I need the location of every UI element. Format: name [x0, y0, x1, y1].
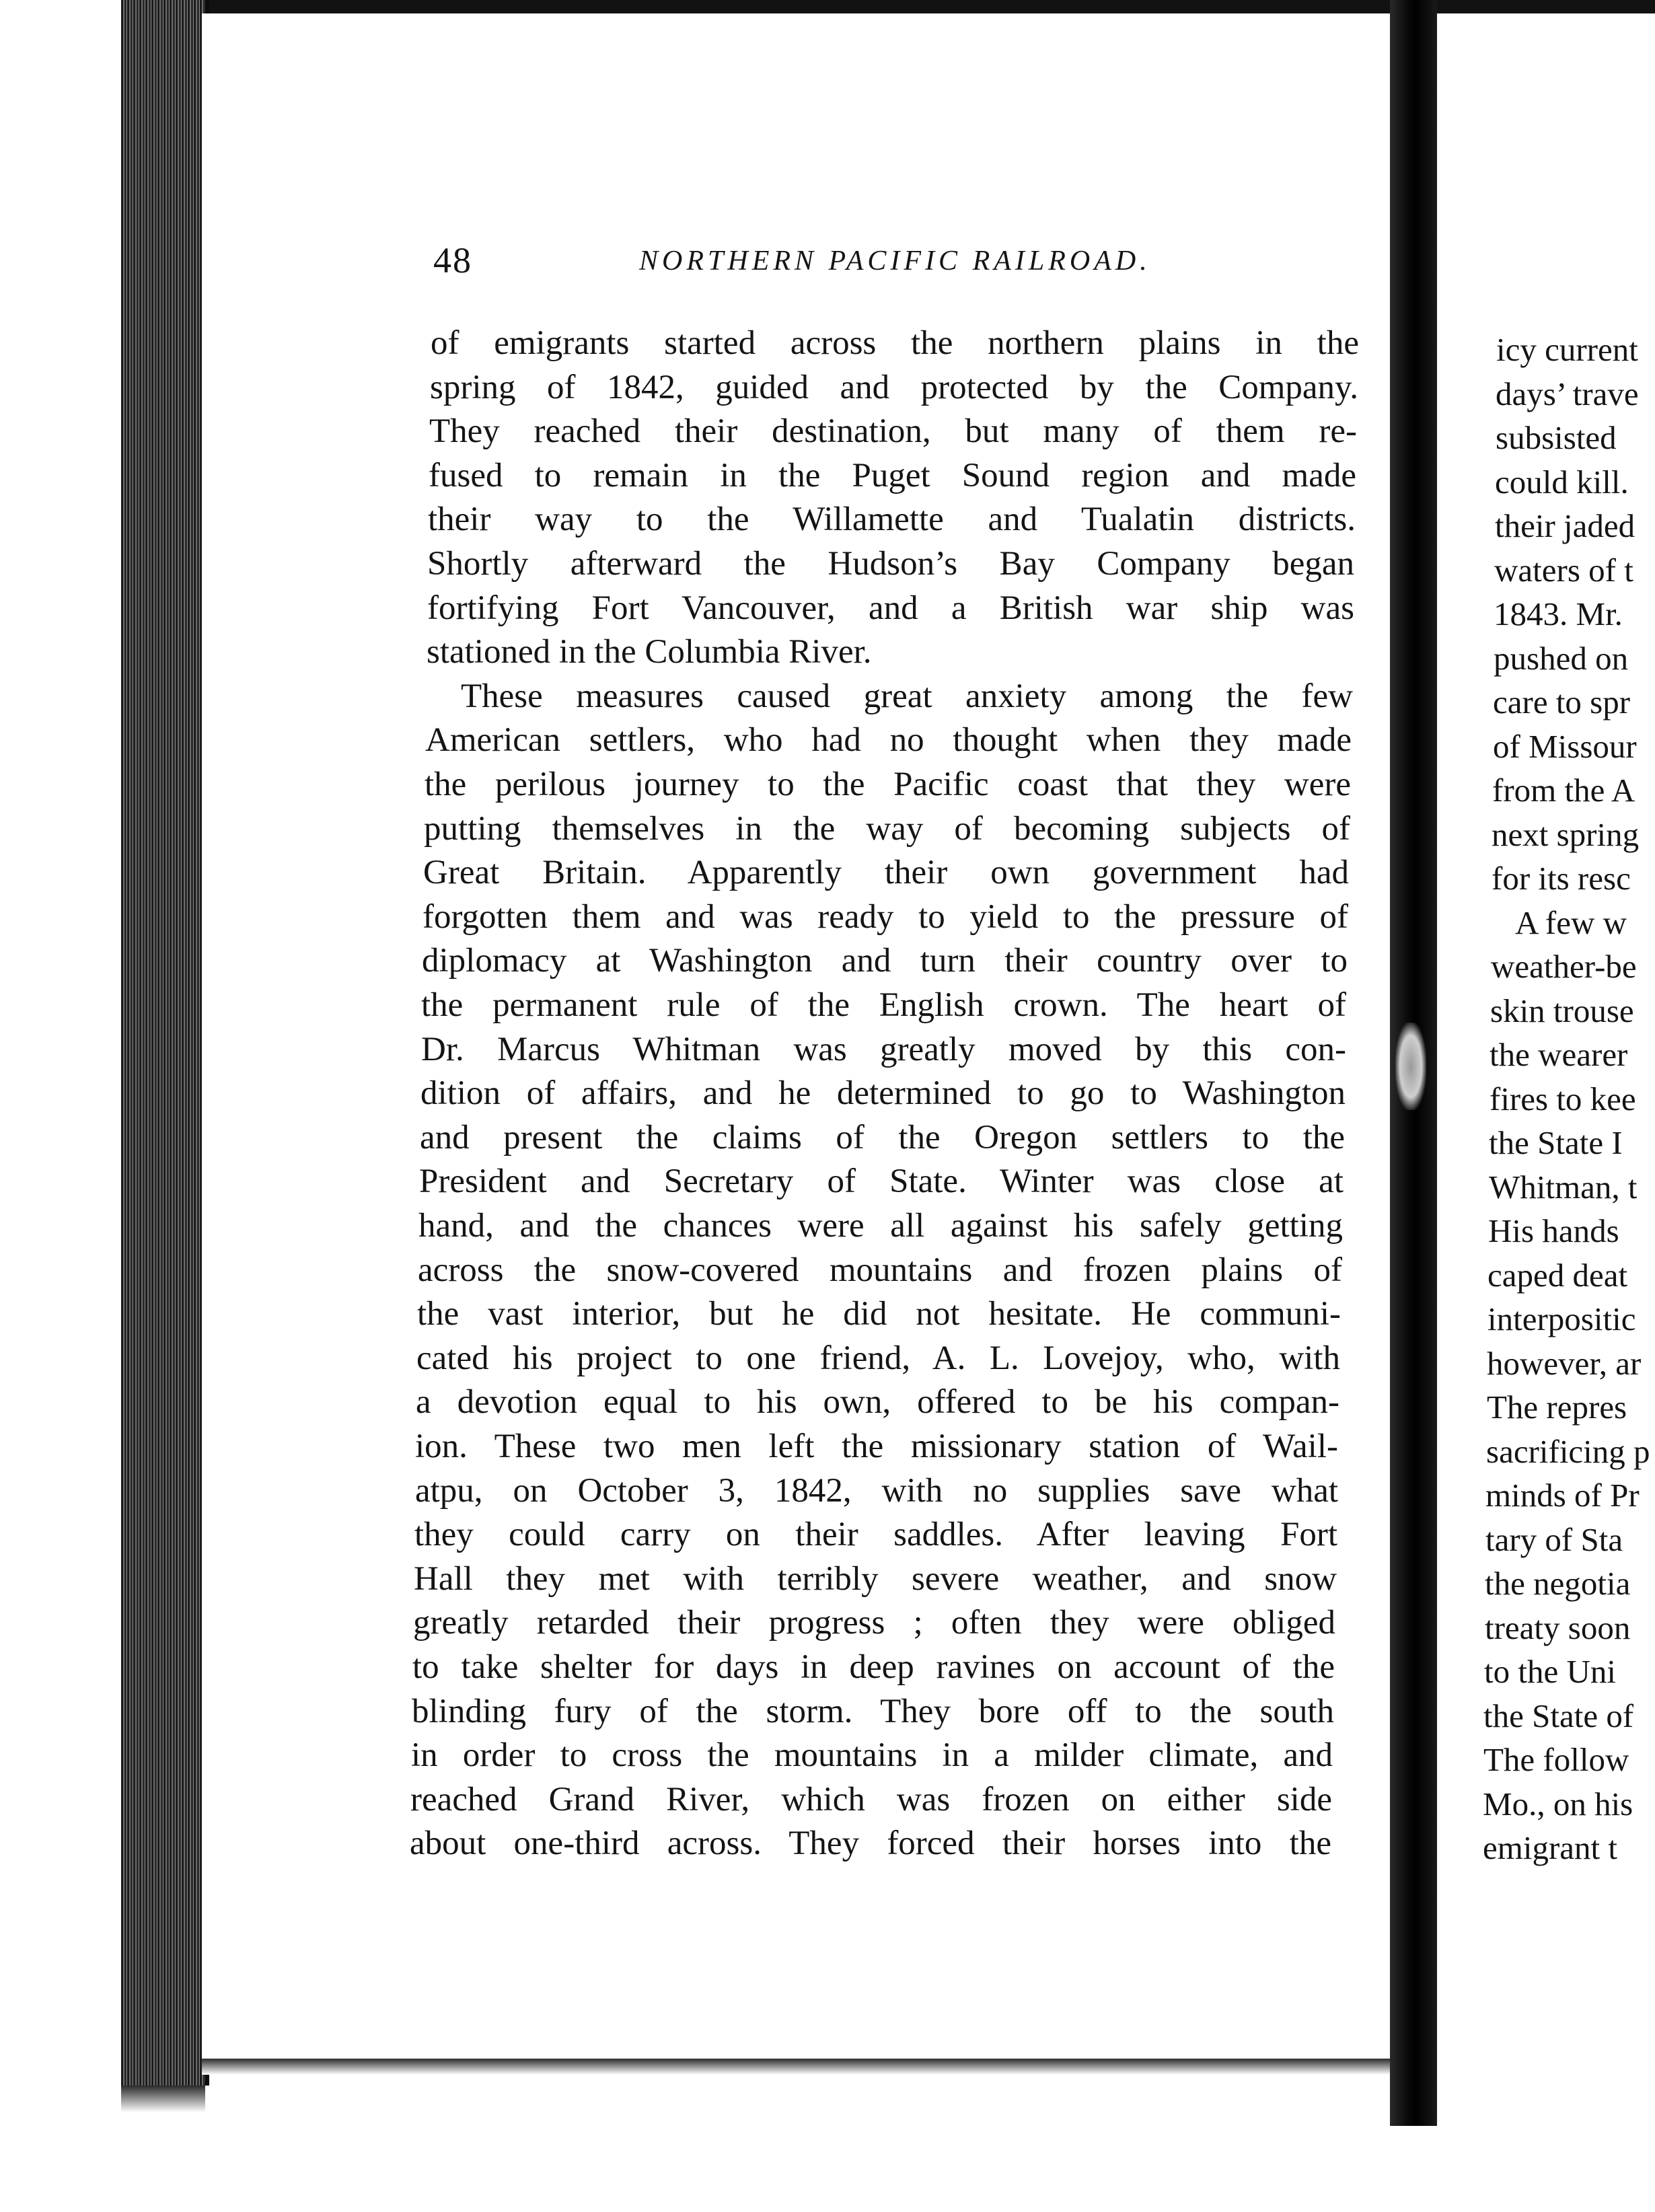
- text-line: stationed in the Columbia River.: [427, 633, 872, 671]
- text-line: Great Britain. Apparently their own government had: [423, 854, 1349, 891]
- facing-page-fragment: tary of Sta: [1485, 1521, 1623, 1558]
- facing-page-fragment: skin trouse: [1490, 992, 1634, 1029]
- facing-page-fragment: next spring: [1492, 816, 1640, 853]
- text-line: spring of 1842, guided and protected by the Company.: [430, 369, 1358, 406]
- text-line: greatly retarded their progress ; often they were obliged: [413, 1604, 1335, 1642]
- facing-page-fragment: of Missour: [1493, 728, 1637, 765]
- facing-page-fragment: Whitman, t: [1489, 1169, 1638, 1206]
- text-line: diplomacy at Washington and turn their country over to: [422, 942, 1348, 980]
- facing-page-fragment: Mo., on his: [1483, 1785, 1633, 1822]
- running-title: NORTHERN PACIFIC RAILROAD.: [639, 246, 1151, 276]
- text-line: They reached their destination, but many of them re-: [429, 412, 1357, 450]
- text-line: the permanent rule of the English crown. The heart of: [421, 986, 1346, 1024]
- text-line: of emigrants started across the northern plains in the: [431, 324, 1359, 362]
- facing-page-fragment: the wearer: [1490, 1036, 1628, 1073]
- facing-page-fragment: caped deat: [1487, 1257, 1628, 1294]
- facing-page-fragment: waters of t: [1494, 552, 1633, 589]
- facing-page-fragment: for its resc: [1492, 860, 1631, 897]
- facing-page-fragment: their jaded: [1495, 507, 1635, 544]
- text-line: cated his project to one friend, A. L. Lovejoy, who, with: [416, 1339, 1340, 1377]
- facing-page-fragment: fires to kee: [1490, 1080, 1636, 1117]
- text-line: putting themselves in the way of becoming subjects of: [424, 810, 1350, 848]
- text-line: Dr. Marcus Whitman was greatly moved by this con-: [421, 1031, 1346, 1068]
- facing-page-fragment: from the A: [1492, 772, 1635, 809]
- text-line: about one-third across. They forced their horses into the: [410, 1824, 1331, 1862]
- facing-page-fragment: to the Uni: [1484, 1653, 1616, 1690]
- facing-page-fragment: however, ar: [1487, 1345, 1642, 1382]
- facing-page-fragment: the State I: [1489, 1124, 1623, 1161]
- facing-page-fragment: icy current: [1496, 331, 1638, 368]
- page-bottom-shadow: [202, 2059, 1390, 2075]
- text-line: their way to the Willamette and Tualatin districts.: [428, 501, 1356, 538]
- facing-page-fragment: emigrant t: [1483, 1829, 1618, 1866]
- facing-page-fragment: minds of Pr: [1485, 1477, 1640, 1514]
- facing-page-fragment: A few w: [1515, 904, 1627, 941]
- text-line: to take shelter for days in deep ravines on account of the: [412, 1648, 1335, 1686]
- facing-page-fragment: sacrificing p: [1486, 1433, 1650, 1470]
- facing-page-fragment: pushed on: [1494, 640, 1629, 677]
- facing-page-fragment: subsisted: [1496, 419, 1617, 456]
- text-line: the vast interior, but he did not hesitate. He communi-: [417, 1295, 1341, 1333]
- facing-page-fragment: could kill.: [1495, 464, 1629, 501]
- facing-page-fragment: His hands: [1488, 1212, 1619, 1249]
- text-line: Shortly afterward the Hudson’s Bay Company began: [427, 545, 1354, 583]
- text-line: in order to cross the mountains in a milder climate, and: [411, 1736, 1333, 1774]
- text-line: blinding fury of the storm. They bore off to the south: [412, 1693, 1334, 1730]
- facing-page-fragment: 1843. Mr.: [1494, 595, 1623, 632]
- text-line: the perilous journey to the Pacific coast that they were: [425, 766, 1351, 803]
- facing-page-fragment: weather-be: [1491, 948, 1637, 985]
- text-line: Hall they met with terribly severe weather, and snow: [414, 1560, 1337, 1598]
- text-line: hand, and the chances were all against his safely getting: [418, 1207, 1343, 1245]
- facing-page-fragment: days’ trave: [1496, 375, 1639, 412]
- text-line: These measures caused great anxiety among the few: [461, 677, 1353, 715]
- page-number: 48: [433, 240, 472, 281]
- text-line: they could carry on their saddles. After leaving Fort: [414, 1516, 1337, 1553]
- text-line: dition of affairs, and he determined to go to Washington: [420, 1074, 1346, 1112]
- text-line: and present the claims of the Oregon settlers to the: [420, 1119, 1345, 1156]
- text-line: fused to remain in the Puget Sound region and made: [429, 457, 1356, 494]
- facing-page-fragment: The follow: [1483, 1741, 1629, 1778]
- text-line: atpu, on October 3, 1842, with no supplies save what: [415, 1472, 1338, 1510]
- text-line: across the snow-covered mountains and frozen plains of: [418, 1251, 1342, 1289]
- facing-page-fragment: the negotia: [1485, 1565, 1631, 1602]
- text-line: fortifying Fort Vancouver, and a British war ship was: [427, 589, 1354, 627]
- facing-page-fragment: treaty soon: [1485, 1609, 1631, 1646]
- gutter-smudge: [1395, 1023, 1426, 1110]
- facing-page-fragment: interpositic: [1487, 1300, 1636, 1337]
- facing-page-fragment: care to spr: [1493, 684, 1631, 721]
- page-stack-edge: [121, 0, 209, 2086]
- text-line: reached Grand River, which was frozen on either side: [410, 1781, 1332, 1818]
- text-line: American settlers, who had no thought when they made: [425, 721, 1352, 759]
- text-line: ion. These two men left the missionary station of Wail-: [415, 1428, 1338, 1465]
- text-line: President and Secretary of State. Winter was close at: [419, 1163, 1344, 1200]
- facing-page-fragment: The repres: [1487, 1389, 1627, 1426]
- text-line: a devotion equal to his own, offered to be his compan-: [416, 1383, 1339, 1421]
- facing-page-fragment: the State of: [1483, 1697, 1634, 1734]
- text-line: forgotten them and was ready to yield to the pressure of: [422, 898, 1348, 936]
